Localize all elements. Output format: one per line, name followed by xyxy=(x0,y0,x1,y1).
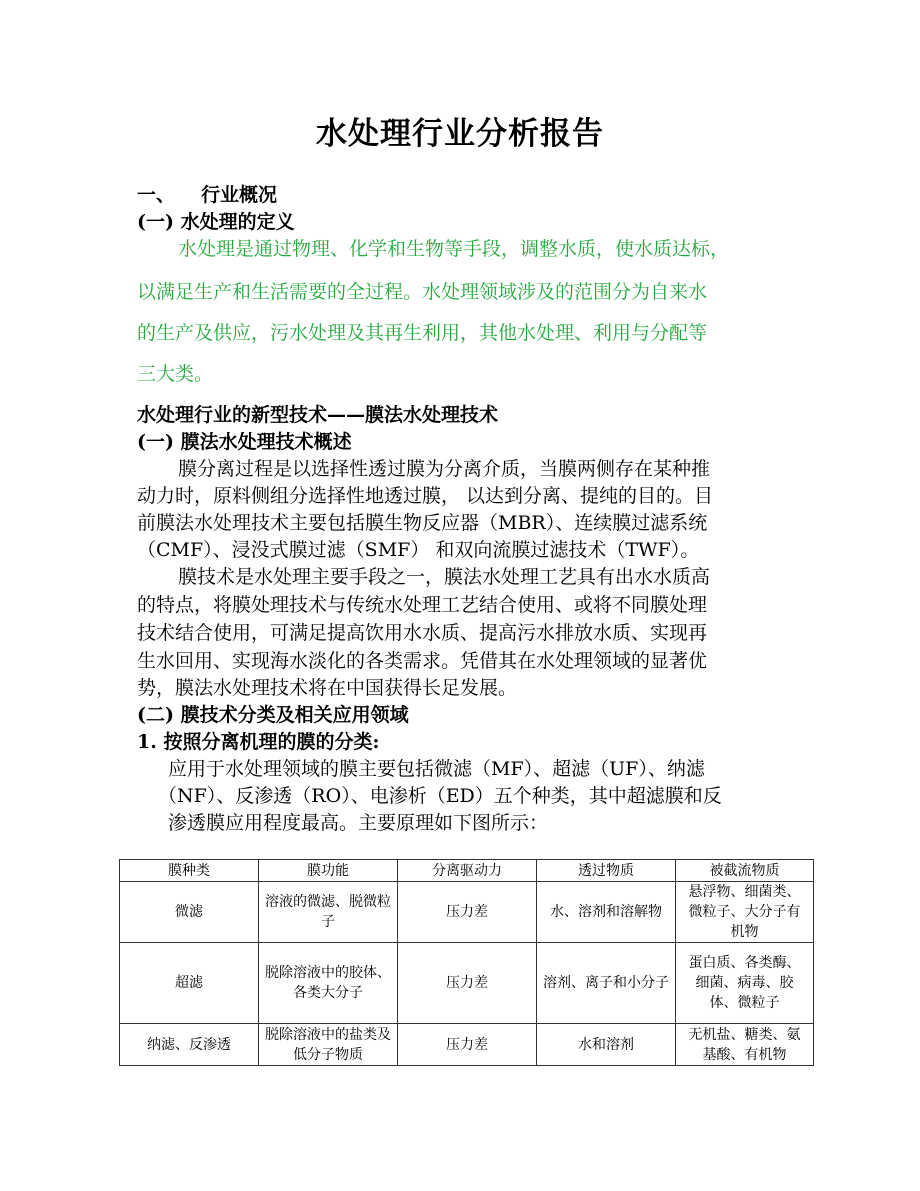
table-header-row xyxy=(120,860,814,882)
paragraph-line: 前膜法水处理技术主要包括膜生物反应器（MBR）、连续膜过滤系统 xyxy=(137,512,708,534)
table-row xyxy=(120,882,814,943)
table-cell: 水、溶剂和溶解物 xyxy=(537,882,676,943)
section1-sub1-heading: (一) 水处理的定义 xyxy=(137,211,295,233)
section1-heading-text: 行业概况 xyxy=(201,184,278,206)
table-cell: 溶剂、离子和小分子 xyxy=(537,943,676,1024)
table-header-cell: 被截流物质 xyxy=(676,860,814,882)
paragraph-line: 应用于水处理领域的膜主要包括微滤（MF）、超滤（UF）、纳滤 xyxy=(168,758,705,780)
table-cell: 压力差 xyxy=(398,943,537,1024)
section1-heading xyxy=(137,180,277,207)
table-cell: 无机盐、糖类、氨基酸、有机物 xyxy=(676,1024,814,1066)
table-header-cell: 膜功能 xyxy=(259,860,398,882)
paragraph-line: 的特点，将膜处理技术与传统水处理工艺结合使用、或将不同膜处理 xyxy=(137,594,708,616)
table-cell: 微滤 xyxy=(120,882,259,943)
table-header-cell: 膜种类 xyxy=(120,860,259,882)
definition-line: 的生产及供应，污水处理及其再生利用，其他水处理、利用与分配等 xyxy=(137,322,708,344)
paragraph-line: （NF）、反渗透（RO）、电渗析（ED）五个种类，其中超滤膜和反 xyxy=(158,785,722,807)
list-item-1-heading: 1. 按照分离机理的膜的分类: xyxy=(137,731,380,753)
table-row xyxy=(120,1024,814,1066)
table-cell: 压力差 xyxy=(398,1024,537,1066)
definition-line: 水处理是通过物理、化学和生物等手段，调整水质，使水质达标， xyxy=(178,238,730,260)
paragraph-line: 膜技术是水处理主要手段之一，膜法水处理工艺具有出水水质高 xyxy=(178,566,711,588)
table-cell: 溶液的微滤、脱微粒子 xyxy=(259,882,398,943)
definition-line: 三大类。 xyxy=(137,363,214,385)
paragraph-line: 膜分离过程是以选择性透过膜为分离介质，当膜两侧存在某种推 xyxy=(178,458,711,480)
section2-heading: 水处理行业的新型技术——膜法水处理技术 xyxy=(137,404,499,426)
paragraph-line: 生水回用、实现海水淡化的各类需求。凭借其在水处理领域的显著优 xyxy=(137,650,708,672)
table-cell: 脱除溶液中的盐类及低分子物质 xyxy=(259,1024,398,1066)
paragraph-line: 渗透膜应用程度最高。主要原理如下图所示： xyxy=(168,812,549,834)
table-cell: 压力差 xyxy=(398,882,537,943)
table-cell: 水和溶剂 xyxy=(537,1024,676,1066)
document-title: 水处理行业分析报告 xyxy=(316,116,604,152)
table-cell: 蛋白质、各类酶、细菌、病毒、胶体、微粒子 xyxy=(676,943,814,1024)
paragraph-line: 势，膜法水处理技术将在中国获得长足发展。 xyxy=(137,677,518,699)
table-row xyxy=(120,943,814,1024)
table-cell: 纳滤、反渗透 xyxy=(120,1024,259,1066)
table-header-cell: 分离驱动力 xyxy=(398,860,537,882)
paragraph-line: （CMF）、浸没式膜过滤（SMF） 和双向流膜过滤技术（TWF）。 xyxy=(137,539,700,561)
membrane-classification-table xyxy=(119,859,814,1066)
table-cell: 脱除溶液中的胶体、各类大分子 xyxy=(259,943,398,1024)
definition-line: 以满足生产和生活需要的全过程。水处理领域涉及的范围分为自来水 xyxy=(137,281,708,303)
section1-heading-number: 一、 xyxy=(137,184,176,206)
table-cell: 超滤 xyxy=(120,943,259,1024)
section2-sub1-heading: (一) 膜法水处理技术概述 xyxy=(137,431,352,453)
table-header-cell: 透过物质 xyxy=(537,860,676,882)
paragraph-line: 技术结合使用，可满足提高饮用水水质、提高污水排放水质、实现再 xyxy=(137,622,708,644)
paragraph-line: 动力时，原料侧组分选择性地透过膜， 以达到分离、提纯的目的。目 xyxy=(137,485,714,507)
table-cell: 悬浮物、细菌类、微粒子、大分子有机物 xyxy=(676,882,814,943)
section2-sub2-heading: (二) 膜技术分类及相关应用领域 xyxy=(137,704,409,726)
